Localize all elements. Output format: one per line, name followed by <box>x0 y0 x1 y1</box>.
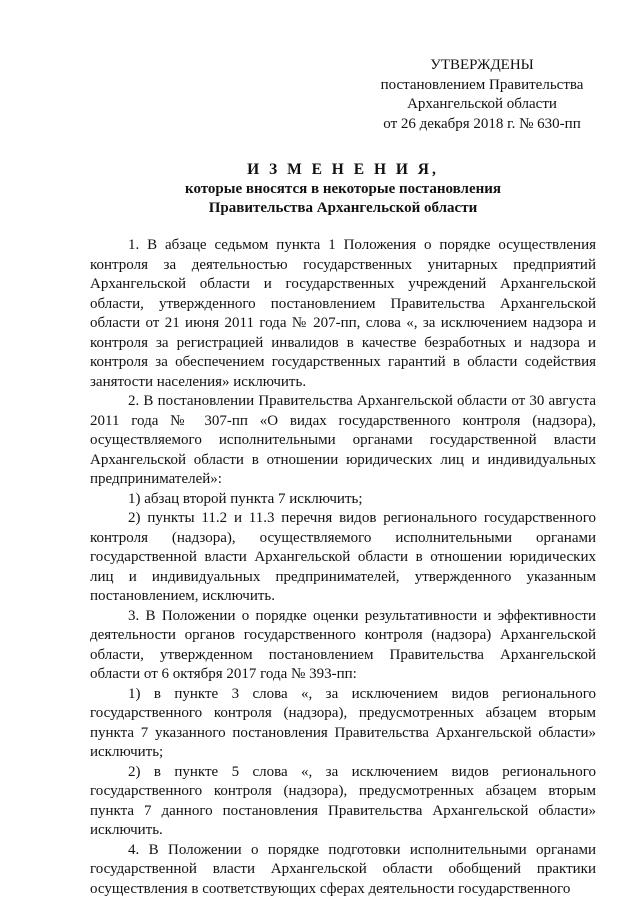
paragraph-3-item-2: 2) в пункте 5 слова «, за исключением видов регионального государственного контроля (надзора), предусмотренных абзацем вторым пункта 7 данного постановления Правительства Архангельской области» исключить. <box>90 763 596 838</box>
approval-line-1: УТВЕРЖДЕНЫ <box>430 57 534 73</box>
paragraph-2: 2. В постановлении Правительства Архангельской области от 30 августа 2011 года № 307-пп «О видах государственного контроля (надзора), осуществляемого исполнительными органами государственной власти Архангельской области в отношении юридических лиц и индивидуальных предпринимателей»: <box>90 393 596 487</box>
approval-line-4: от 26 декабря 2018 г. № 630-пп <box>383 115 581 132</box>
paragraph-3-item-1: 1) в пункте 3 слова «, за исключением видов регионального государственного контроля (надзора), предусмотренных абзацем вторым пункта 7 указанного постановления Правительства Архангельской области» исключить; <box>90 685 596 760</box>
paragraph-2-item-2: 2) пункты 11.2 и 11.3 перечня видов регионального государственного контроля (надзора), осуществляемого исполнительными органами государственной власти Архангельской области в отношении юридических лиц и индивидуальных предпринимателей, утвержденного указанным постановлением, исключить. <box>90 510 596 604</box>
document-title: И З М Е Н Е Н И Я, <box>247 161 439 178</box>
paragraph-2-item-1: 1) абзац второй пункта 7 исключить; <box>128 490 363 507</box>
document-subtitle-line-1: которые вносятся в некоторые постановления <box>185 180 501 197</box>
approval-stamp <box>372 56 592 134</box>
paragraph-3: 3. В Положении о порядке оценки результативности и эффективности деятельности органов государственного контроля (надзора) Архангельской области, утвержденном постановлением Правительства Архангельской области от 6 октября 2017 года № 393-пп: <box>90 607 596 682</box>
document-heading <box>90 160 596 219</box>
approval-line-2: постановлением Правительства <box>380 76 584 93</box>
paragraph-1: 1. В абзаце седьмом пункта 1 Положения о порядке осуществления контроля за деятельностью государственных унитарных предприятий Архангельской области и государственных учреждений Архангельской области, утвержденного постановлением Правительства Архангельской области от 21 июня 2011 года № 207-пп, слова «, за исключением надзора и контроля за регистрацией инвалидов в качестве безработных и надзора и контроля за обеспечением государственных гарантий в области содействия занятости населения» исключить. <box>90 237 596 390</box>
document-body <box>90 236 596 899</box>
approval-line-3: Архангельской области <box>407 96 557 112</box>
document-subtitle-line-2: Правительства Архангельской области <box>208 200 478 216</box>
paragraph-4: 4. В Положении о порядке подготовки исполнительными органами государственной власти Архангельской области обобщений практики осуществления в соответствующих сферах деятельности государственного <box>90 841 596 897</box>
